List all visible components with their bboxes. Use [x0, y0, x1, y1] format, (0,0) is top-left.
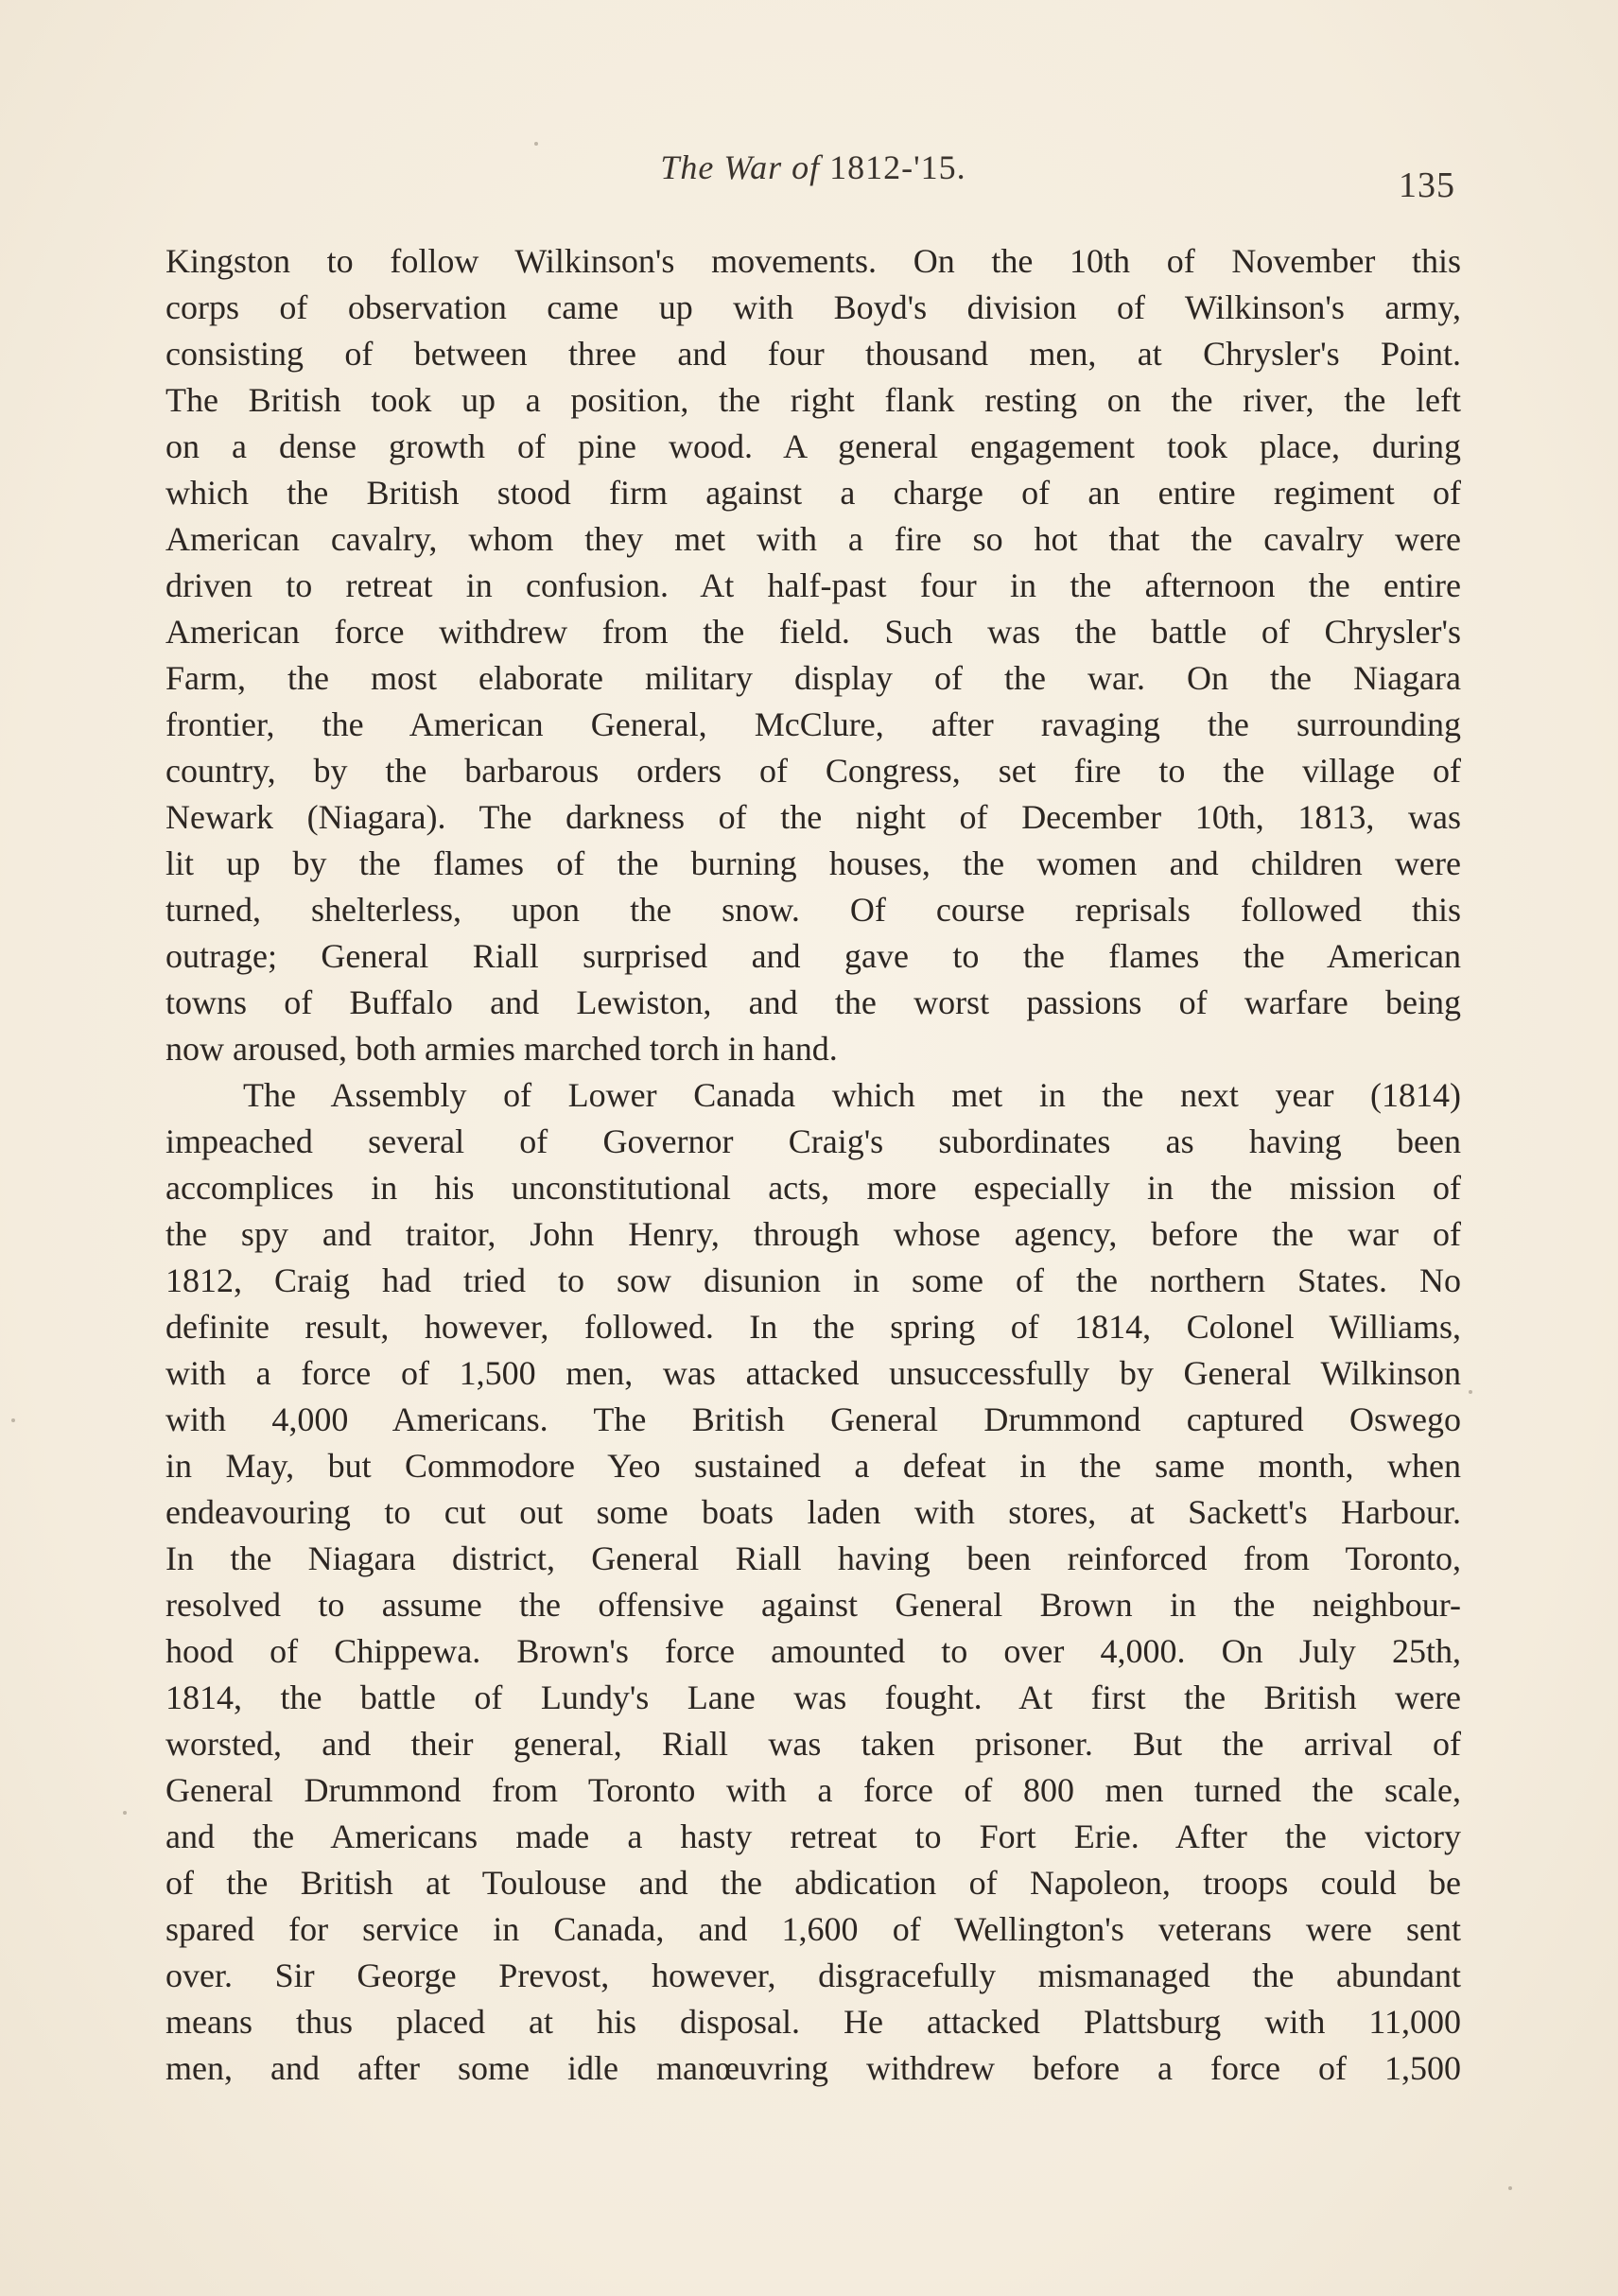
text-line: outrage; General Riall surprised and gave to the flames the American [165, 937, 1461, 975]
text-line: endeavouring to cut out some boats laden with stores, at Sackett's Harbour. [165, 1493, 1461, 1531]
text-line: Farm, the most elaborate military display of the war. On the Niagara [165, 659, 1461, 697]
text-line: spared for service in Canada, and 1,600 of Wellington's veterans were sent [165, 1910, 1461, 1948]
text-line: worsted, and their general, Riall was taken prisoner. But the arrival of [165, 1725, 1461, 1763]
text-line: consisting of between three and four thousand men, at Chrysler's Point. [165, 335, 1461, 373]
paper-speck [534, 142, 538, 146]
text-line: with 4,000 Americans. The British General Drummond captured Oswego [165, 1400, 1461, 1438]
running-head [165, 148, 1461, 204]
text-line: driven to retreat in confusion. At half-past four in the afternoon the entire [165, 566, 1461, 604]
text-line: of the British at Toulouse and the abdication of Napoleon, troops could be [165, 1864, 1461, 1902]
text-line: with a force of 1,500 men, was attacked unsuccessfully by General Wilkinson [165, 1354, 1461, 1392]
paragraph-1 [165, 238, 1461, 1072]
text-line: definite result, however, followed. In the spring of 1814, Colonel Williams, [165, 1308, 1461, 1346]
text-line: corps of observation came up with Boyd's division of Wilkinson's army, [165, 288, 1461, 326]
text-line: resolved to assume the offensive against General Brown in the neighbour- [165, 1586, 1461, 1624]
text-line: The Assembly of Lower Canada which met in the next year (1814) [243, 1076, 1461, 1114]
text-line: men, and after some idle manœuvring withdrew before a force of 1,500 [165, 2049, 1461, 2087]
paper-speck [11, 1418, 15, 1422]
text-line: hood of Chippewa. Brown's force amounted to over 4,000. On July 25th, [165, 1632, 1461, 1670]
text-line: 1814, the battle of Lundy's Lane was fought. At first the British were [165, 1679, 1461, 1716]
text-line: towns of Buffalo and Lewiston, and the worst passions of warfare being [165, 983, 1461, 1021]
text-line: Kingston to follow Wilkinson's movements. On the 10th of November this [165, 242, 1461, 280]
page-number: 135 [1399, 165, 1455, 205]
text-line: accomplices in his unconstitutional acts, more especially in the mission of [165, 1169, 1461, 1207]
text-line: frontier, the American General, McClure, after ravaging the surrounding [165, 705, 1461, 743]
paper-speck [1469, 1390, 1472, 1394]
text-line: country, by the barbarous orders of Congress, set fire to the village of [165, 752, 1461, 790]
paragraph-2 [165, 1072, 1461, 2092]
text-line: lit up by the flames of the burning houses, the women and children were [165, 844, 1461, 882]
text-line: General Drummond from Toronto with a force of 800 men turned the scale, [165, 1771, 1461, 1809]
text-line: The British took up a position, the right flank resting on the river, the left [165, 381, 1461, 419]
text-line: American force withdrew from the field. Such was the battle of Chrysler's [165, 613, 1461, 651]
text-line: on a dense growth of pine wood. A general engagement took place, during [165, 427, 1461, 465]
running-title [165, 148, 1461, 187]
text-line: and the Americans made a hasty retreat to Fort Erie. After the victory [165, 1818, 1461, 1855]
running-title-text: The War of [660, 148, 821, 186]
text-line: in May, but Commodore Yeo sustained a defeat in the same month, when [165, 1447, 1461, 1485]
text-line: turned, shelterless, upon the snow. Of course reprisals followed this [165, 891, 1461, 929]
text-line: means thus placed at his disposal. He attacked Plattsburg with 11,000 [165, 2003, 1461, 2041]
text-line: Newark (Niagara). The darkness of the night of December 10th, 1813, was [165, 798, 1461, 836]
body-text [165, 238, 1461, 2092]
paper-speck [123, 1811, 127, 1815]
text-line: impeached several of Governor Craig's subordinates as having been [165, 1122, 1461, 1160]
paper-speck [1508, 2186, 1512, 2190]
running-title-year: 1812-'15. [829, 148, 966, 186]
text-line: the spy and traitor, John Henry, through whose agency, before the war of [165, 1215, 1461, 1253]
text-line: which the British stood firm against a charge of an entire regiment of [165, 474, 1461, 512]
text-line: In the Niagara district, General Riall having been reinforced from Toronto, [165, 1539, 1461, 1577]
text-line: 1812, Craig had tried to sow disunion in some of the northern States. No [165, 1261, 1461, 1299]
text-line: over. Sir George Prevost, however, disgracefully mismanaged the abundant [165, 1957, 1461, 1994]
text-line: American cavalry, whom they met with a fire so hot that the cavalry were [165, 520, 1461, 558]
text-line: now aroused, both armies marched torch in hand. [165, 1030, 838, 1068]
